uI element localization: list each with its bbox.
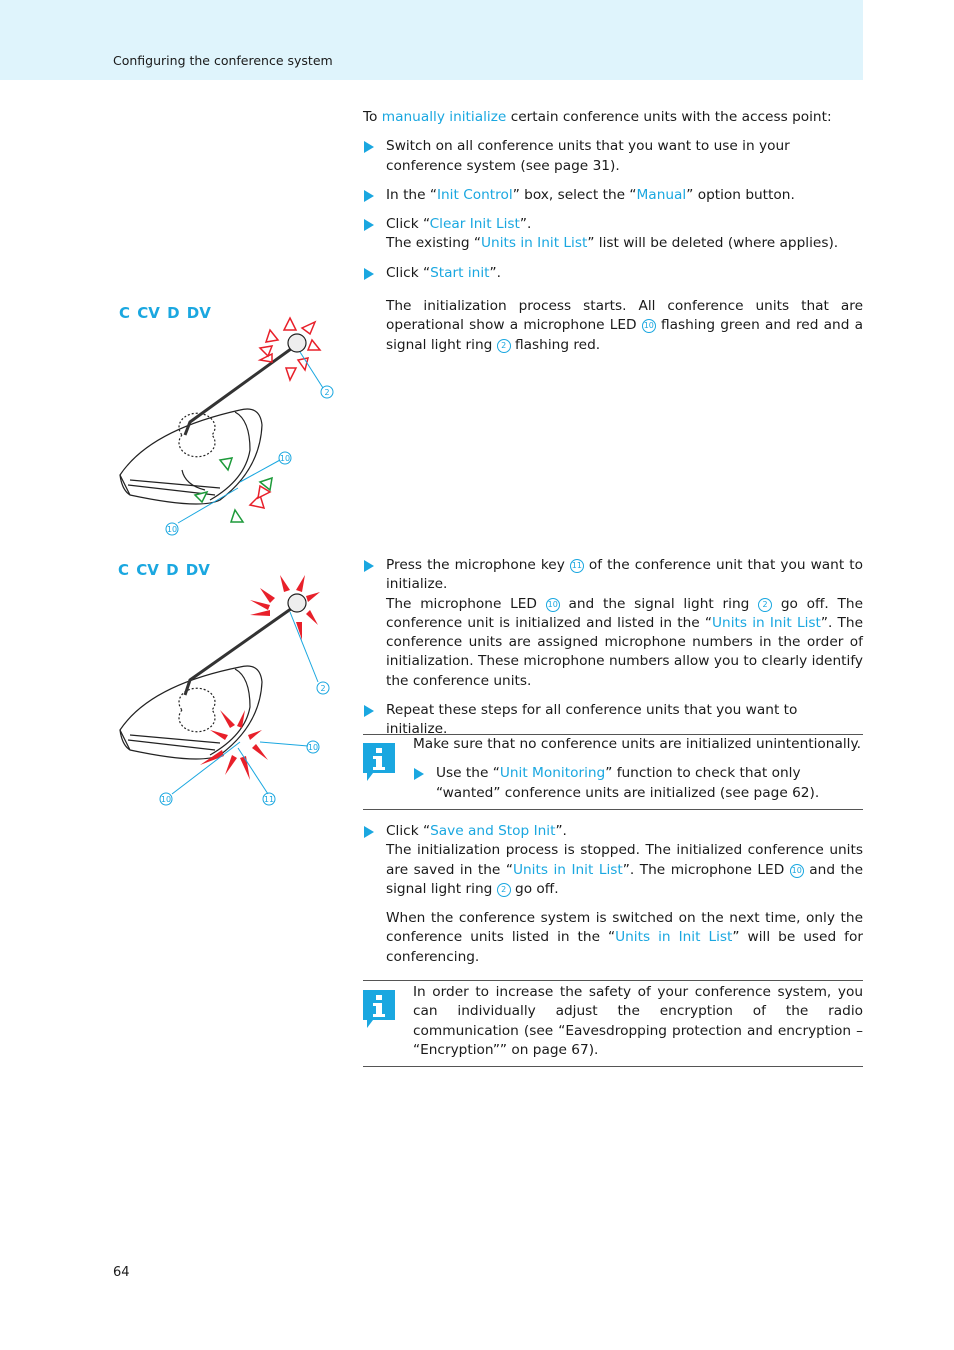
step-start-init: Click “Start init”. xyxy=(363,264,863,283)
fig2-callout-key: 11 xyxy=(263,795,275,804)
fig2-callout-led-bottom: 10 xyxy=(160,795,172,804)
section-press-key xyxy=(363,556,863,740)
fig2-callout-led: 10 xyxy=(307,743,319,752)
note-box-1 xyxy=(363,734,863,810)
step-save-stop-init: Click “Save and Stop Init”. The initialization process is stopped. The initialized conference units are saved in the “Units in Init List”. The microphone LED 10 and the signal light ring 2 go off. xyxy=(363,822,863,899)
fig1-callout-led-bottom: 10 xyxy=(166,525,178,534)
fig1-callout-led-top: 10 xyxy=(279,454,291,463)
link-manual[interactable]: Manual xyxy=(636,186,687,203)
step-clear-init-list: Click “Clear Init List”. The existing “Units in Init List” list will be deleted (where applies). xyxy=(363,215,863,254)
link-units-in-init-list[interactable]: Units in Init List xyxy=(481,235,588,252)
section-manual-init xyxy=(363,108,863,355)
link-units-in-init-list-3[interactable]: Units in Init List xyxy=(512,861,623,878)
link-units-in-init-list-4[interactable]: Units in Init List xyxy=(615,929,733,946)
section-save-stop xyxy=(363,822,863,967)
link-save-and-stop-init[interactable]: Save and Stop Init xyxy=(430,823,556,839)
callout-ring-ref: 2 xyxy=(497,339,511,353)
link-start-init[interactable]: Start init xyxy=(430,264,490,281)
note1-bullet: Use the “Unit Monitoring” function to check that only “wanted” conference units are initialized (see page 62). xyxy=(413,764,863,803)
next-time-paragraph: When the conference system is switched on the next time, only the conference units listed in the “Units in Init List” will be used for conferencing. xyxy=(386,910,863,965)
fig2-callout-ring: 2 xyxy=(320,684,326,693)
link-units-in-init-list-2[interactable]: Units in Init List xyxy=(712,614,821,631)
link-init-control[interactable]: Init Control xyxy=(436,186,513,203)
header-title: Configuring the conference system xyxy=(113,53,333,68)
page-header xyxy=(0,0,863,80)
step-switch-on: Switch on all conference units that you want to use in your conference system (see page 31). xyxy=(363,137,863,176)
page-number: 64 xyxy=(113,1265,130,1280)
intro-paragraph: To manually initialize certain conference units with the access point: xyxy=(363,109,832,125)
info-icon xyxy=(363,743,395,781)
link-unit-monitoring[interactable]: Unit Monitoring xyxy=(499,765,606,782)
init-starts-paragraph: The initialization process starts. All conference units that are operational show a microphone LED 10 flashing green and red and a signal light ring 2 flashing red. xyxy=(386,298,863,353)
figure-2-conference-unit xyxy=(110,570,340,810)
note2-text: In order to increase the safety of your conference system, you can individually adjust the encryption of the radio communication (see “Eavesdropping protection and encryption – “Encryption”” on page 67). xyxy=(413,984,863,1058)
link-clear-init-list[interactable]: Clear Init List xyxy=(429,216,520,233)
callout-led-ref: 10 xyxy=(642,319,656,333)
note1-text: Make sure that no conference units are initialized unintentionally. xyxy=(413,736,861,752)
note-box-2 xyxy=(363,980,863,1067)
fig2-model-label: C CV D DV xyxy=(118,561,210,579)
link-manually-initialize[interactable]: manually initialize xyxy=(381,109,507,125)
fig1-model-label: C CV D DV xyxy=(119,304,211,322)
step-init-control: In the “Init Control” box, select the “Manual” option button. xyxy=(363,186,863,205)
step-press-mic-key: Press the microphone key 11 of the conference unit that you want to initialize. The microphone LED 10 and the signal light ring 2 go off. The conference unit is initialized and listed in the “Units in Init List”. The conference units are assigned microphone numbers in the order of initialization. These microphone numbers allow you to clearly identify the conference units. xyxy=(363,556,863,691)
fig1-callout-ring: 2 xyxy=(324,388,330,397)
step-repeat: Repeat these steps for all conference units that you want to initialize. xyxy=(363,701,863,740)
callout-key-ref: 11 xyxy=(570,559,584,573)
figure-1-conference-unit xyxy=(110,310,340,540)
info-icon xyxy=(363,990,395,1028)
